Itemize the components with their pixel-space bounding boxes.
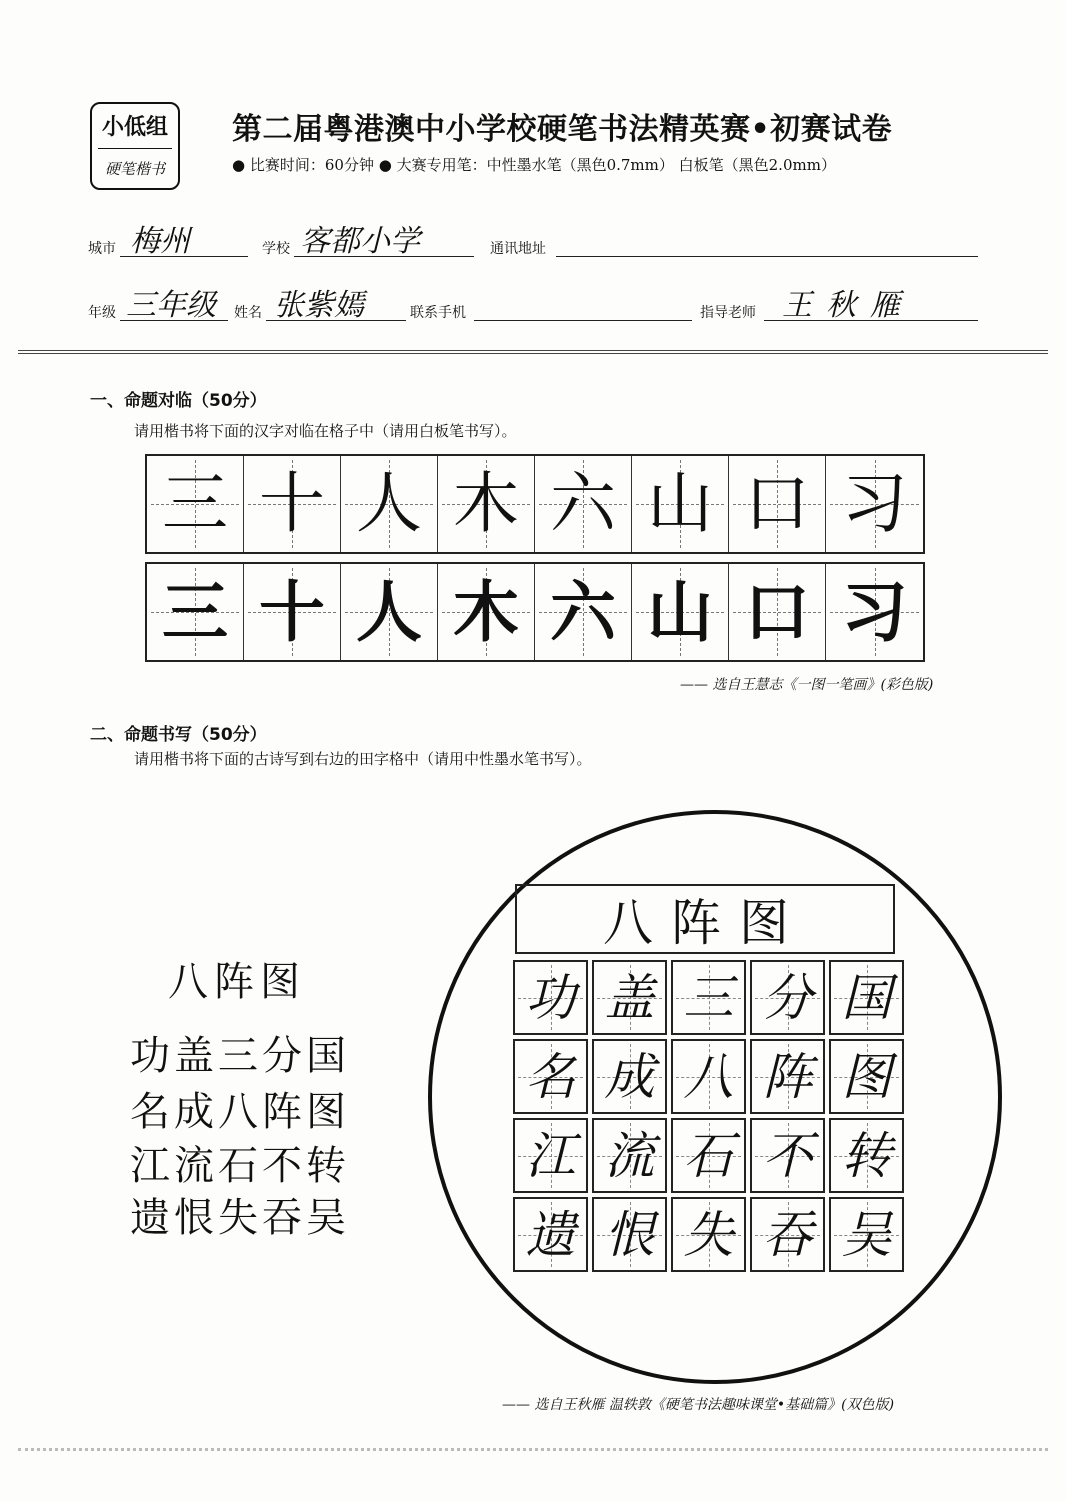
tianzige-cell[interactable] <box>513 1118 588 1193</box>
handwritten-char: 吴 <box>841 1205 892 1264</box>
model-char: 六 <box>550 465 616 542</box>
model-cell <box>244 456 341 552</box>
tianzige-cell[interactable] <box>671 1039 746 1114</box>
copy-cell[interactable] <box>147 564 244 660</box>
model-char: 木 <box>453 465 519 542</box>
tianzige-cell[interactable] <box>750 960 825 1035</box>
copied-char: 木 <box>453 573 519 651</box>
poem-line: 遗恨失吞吴 <box>130 1195 350 1241</box>
copied-char: 六 <box>550 573 616 651</box>
handwritten-char: 遗 <box>525 1205 576 1264</box>
section2-instruction: 请用楷书将下面的古诗写到右边的田字格中（请用中性墨水笔书写）。 <box>134 750 592 768</box>
tianzige-grid[interactable] <box>513 960 904 1272</box>
tianzige-cell[interactable] <box>513 1197 588 1272</box>
model-char: 习 <box>841 465 908 542</box>
name-label: 姓名 <box>234 305 262 321</box>
handwritten-char: 名 <box>525 1047 576 1106</box>
copy-cell[interactable] <box>826 564 923 660</box>
grade-field[interactable]: 三年级 <box>126 288 216 323</box>
model-cell <box>147 456 244 552</box>
tianzige-cell[interactable] <box>592 960 667 1035</box>
handwritten-char: 功 <box>525 968 576 1027</box>
model-cell <box>826 456 923 552</box>
copy-cell[interactable] <box>535 564 632 660</box>
handwritten-char: 转 <box>841 1126 892 1185</box>
tianzige-cell[interactable] <box>829 1197 904 1272</box>
model-cell <box>438 456 535 552</box>
poem-line: 名成八阵图 <box>130 1089 350 1135</box>
city-field[interactable]: 梅州 <box>130 224 190 259</box>
tianzige-cell[interactable] <box>750 1197 825 1272</box>
model-cell <box>341 456 438 552</box>
handwritten-char: 分 <box>762 968 813 1027</box>
model-char: 十 <box>259 465 325 542</box>
handwritten-char: 阵 <box>762 1047 813 1106</box>
model-char: 人 <box>356 465 422 542</box>
tianzige-cell[interactable] <box>592 1039 667 1114</box>
copy-cell[interactable] <box>729 564 826 660</box>
tianzige-cell[interactable] <box>513 960 588 1035</box>
copy-char-grid[interactable] <box>145 562 925 662</box>
tianzige-cell[interactable] <box>671 1118 746 1193</box>
phone-label: 联系手机 <box>410 305 466 321</box>
poem-title: 八阵图 <box>168 959 306 1005</box>
handwritten-char: 吞 <box>762 1205 813 1264</box>
copy-cell[interactable] <box>632 564 729 660</box>
form-separator <box>18 350 1048 354</box>
section1-credit: —— 选自王慧志《一图一笔画》(彩色版) <box>680 677 934 693</box>
handwritten-char: 恨 <box>604 1205 655 1264</box>
poem-line: 功盖三分国 <box>130 1033 350 1079</box>
group-badge <box>90 102 180 190</box>
model-char-grid <box>145 454 925 554</box>
school-field[interactable]: 客都小学 <box>300 224 420 259</box>
copied-char: 三 <box>162 573 228 651</box>
copied-char: 人 <box>356 573 422 651</box>
page-subtitle: ● 比赛时间：60分钟 ● 大赛专用笔：中性墨水笔（黑色0.7mm） 白板笔（黑色2.0mm） <box>232 156 836 174</box>
tianzige-cell[interactable] <box>513 1039 588 1114</box>
copied-char: 习 <box>841 573 908 651</box>
section2-heading: 二、命题书写（50分） <box>90 725 267 745</box>
badge-group-label: 小低组 <box>101 115 168 140</box>
tianzige-cell[interactable] <box>829 1039 904 1114</box>
badge-divider <box>98 148 172 149</box>
tianzige-cell[interactable] <box>592 1118 667 1193</box>
handwritten-char: 成 <box>604 1047 655 1106</box>
handwritten-char: 石 <box>683 1126 734 1185</box>
page-title: 第二届粤港澳中小学校硬笔书法精英赛•初赛试卷 <box>232 112 893 147</box>
model-cell <box>632 456 729 552</box>
copy-cell[interactable] <box>244 564 341 660</box>
handwritten-char: 江 <box>525 1126 576 1185</box>
handwritten-char: 不 <box>762 1126 813 1185</box>
copied-char: 十 <box>259 573 325 651</box>
handwritten-char: 盖 <box>604 968 655 1027</box>
name-field[interactable]: 张紫嫣 <box>274 288 364 323</box>
copy-cell[interactable] <box>438 564 535 660</box>
tianzige-cell[interactable] <box>829 960 904 1035</box>
copy-cell[interactable] <box>341 564 438 660</box>
address-field[interactable] <box>556 256 978 257</box>
badge-category-label: 硬笔楷书 <box>104 160 165 178</box>
section2-credit: —— 选自王秋雁 温轶敦《硬笔书法趣味课堂•基础篇》(双色版) <box>502 1397 895 1413</box>
tianzige-cell[interactable] <box>750 1039 825 1114</box>
model-char: 口 <box>744 465 810 542</box>
section1-instruction: 请用楷书将下面的汉字对临在格子中（请用白板笔书写）。 <box>134 422 517 440</box>
teacher-field[interactable]: 王秋雁 <box>782 288 914 323</box>
model-cell <box>535 456 632 552</box>
tianzige-cell[interactable] <box>829 1118 904 1193</box>
copied-char: 口 <box>744 573 810 651</box>
tianzige-cell[interactable] <box>671 960 746 1035</box>
poem-line: 江流石不转 <box>130 1143 350 1189</box>
handwritten-char: 三 <box>683 968 734 1027</box>
handwritten-char: 国 <box>841 968 892 1027</box>
copied-char: 山 <box>647 573 713 651</box>
handwritten-char: 图 <box>841 1047 892 1106</box>
handwritten-title-box[interactable]: 八阵图 <box>515 884 895 954</box>
tianzige-cell[interactable] <box>592 1197 667 1272</box>
city-label: 城市 <box>88 241 116 257</box>
handwritten-char: 八 <box>683 1047 734 1106</box>
model-cell <box>729 456 826 552</box>
school-label: 学校 <box>262 241 290 257</box>
phone-field[interactable] <box>474 320 692 321</box>
model-char: 三 <box>162 465 228 542</box>
tianzige-cell[interactable] <box>750 1118 825 1193</box>
handwritten-char: 流 <box>604 1126 655 1185</box>
model-char: 山 <box>647 465 713 542</box>
address-label: 通讯地址 <box>490 241 546 257</box>
scan-edge-noise <box>18 1448 1048 1451</box>
section1-heading: 一、命题对临（50分） <box>90 391 267 411</box>
handwritten-char: 失 <box>683 1205 734 1264</box>
grade-label: 年级 <box>88 305 116 321</box>
teacher-label: 指导老师 <box>700 305 756 321</box>
tianzige-cell[interactable] <box>671 1197 746 1272</box>
